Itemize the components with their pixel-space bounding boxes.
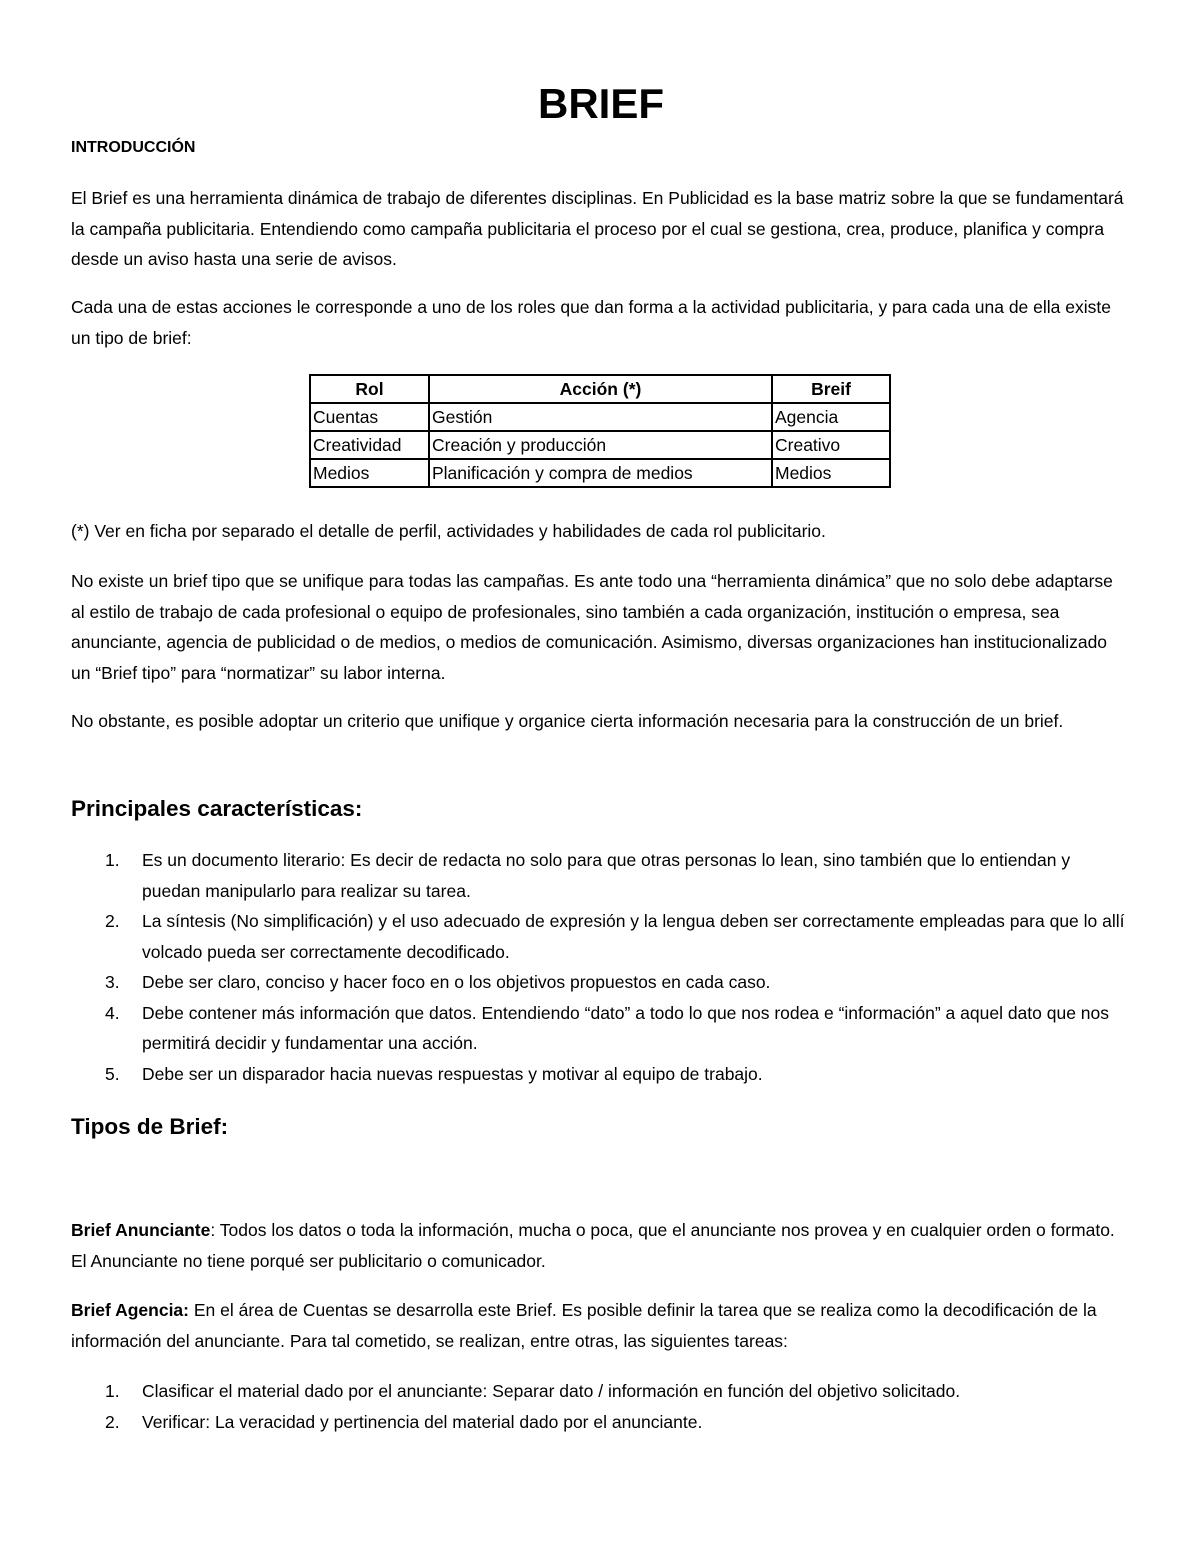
list-text: La síntesis (No simplificación) y el uso adecuado de expresión y la lengua deben ser correctamente empleadas para que lo allí volcado pueda ser correctamente decodificado. — [142, 911, 1125, 962]
table-cell: Planificación y compra de medios — [429, 459, 772, 487]
table-cell: Gestión — [429, 403, 772, 431]
list-item — [71, 967, 1131, 998]
paragraph-brief-agencia — [71, 1295, 1131, 1356]
table-cell: Medios — [772, 459, 890, 487]
list-text: Es un documento literario: Es decir de redacta no solo para que otras personas lo lean, sino también que lo entiendan y puedan manipularlo para realizar su tarea. — [142, 850, 1071, 901]
list-item — [71, 845, 1131, 906]
list-number: 3. — [105, 972, 120, 992]
list-number: 5. — [105, 1063, 120, 1084]
brief-anunciante-label: Brief Anunciante — [71, 1220, 211, 1240]
list-item — [71, 998, 1131, 1059]
brief-anunciante-text: : Todos los datos o toda la información, mucha o poca, que el anunciante nos provea y en cualquier orden o formato. El Anunciante no tiene porqué ser publicitario o comunicador. — [71, 1220, 1115, 1271]
list-item — [71, 906, 1131, 967]
caracteristicas-list — [71, 845, 1131, 1089]
list-item — [71, 1407, 1131, 1438]
list-number: 1. — [105, 1381, 120, 1401]
table-row — [310, 403, 890, 431]
list-item — [71, 1376, 1131, 1407]
table-row — [310, 459, 890, 487]
list-text: Verificar: La veracidad y pertinencia del material dado por el anunciante. — [142, 1411, 703, 1432]
table-cell: Cuentas — [310, 403, 429, 431]
heading-caracteristicas: Principales características: — [71, 796, 363, 821]
brief-agencia-text: En el área de Cuentas se desarrolla este Brief. Es posible definir la tarea que se realiza como la decodificación de la información del anunciante. Para tal cometido, se realizan, entre otras, las siguientes tareas: — [71, 1300, 1097, 1351]
table-cell: Creación y producción — [429, 431, 772, 459]
brief-agencia-label: Brief Agencia: — [71, 1300, 189, 1320]
paragraph-criterio: No obstante, es posible adoptar un criterio que unifique y organice cierta información necesaria para la construcción de un brief. — [71, 711, 1064, 731]
table-row — [310, 431, 890, 459]
list-number: 1. — [105, 850, 120, 870]
intro-paragraph-1: El Brief es una herramienta dinámica de trabajo de diferentes disciplinas. En Publicidad es la base matriz sobre la que se fundamentará la campaña publicitaria. Entendiendo como campaña publicitaria el proceso por el cual se gestiona, crea, produce, planifica y compra desde un aviso hasta una serie de avisos. — [71, 188, 1124, 269]
list-number: 2. — [105, 1411, 120, 1432]
list-number: 4. — [105, 1002, 120, 1023]
list-text: Debe ser un disparador hacia nuevas respuestas y motivar al equipo de trabajo. — [142, 1063, 763, 1084]
paragraph-brief-anunciante — [71, 1215, 1131, 1276]
roles-table — [309, 374, 891, 488]
note-paragraph: (*) Ver en ficha por separado el detalle de perfil, actividades y habilidades de cada rol publicitario. — [71, 521, 826, 541]
list-item — [71, 1059, 1131, 1090]
table-cell: Creatividad — [310, 431, 429, 459]
list-number: 2. — [105, 911, 120, 931]
table-header-row — [310, 375, 890, 403]
list-text: Clasificar el material dado por el anunciante: Separar dato / información en función del objetivo solicitado. — [142, 1381, 961, 1401]
table-cell: Medios — [310, 459, 429, 487]
intro-paragraph-2: Cada una de estas acciones le corresponde a uno de los roles que dan forma a la actividad publicitaria, y para cada una de ella existe un tipo de brief: — [71, 297, 1111, 348]
table-cell: Agencia — [772, 403, 890, 431]
header-brief: Breif — [772, 375, 890, 403]
header-rol: Rol — [310, 375, 429, 403]
paragraph-brief-tipo: No existe un brief tipo que se unifique para todas las campañas. Es ante todo una “herramienta dinámica” que no solo debe adaptarse al estilo de trabajo de cada profesional o equipo de profesionales, sino también a cada organización, institución o empresa, sea anunciante, agencia de publicidad o de medios, o medios de comunicación. Asimismo, diversas organizaciones han institucionalizado un “Brief tipo” para “normatizar” su labor interna. — [71, 571, 1113, 683]
list-text: Debe contener más información que datos. Entendiendo “dato” a todo lo que nos rodea e “información” a aquel dato que nos permitirá decidir y fundamentar una acción. — [142, 1002, 1110, 1053]
document-title: BRIEF — [538, 80, 664, 127]
list-text: Debe ser claro, conciso y hacer foco en o los objetivos propuestos en cada caso. — [142, 972, 771, 992]
table-cell: Creativo — [772, 431, 890, 459]
heading-tipos: Tipos de Brief: — [71, 1114, 229, 1139]
tareas-list — [71, 1376, 1131, 1437]
header-accion: Acción (*) — [429, 375, 772, 403]
intro-heading: INTRODUCCIÓN — [71, 139, 196, 156]
